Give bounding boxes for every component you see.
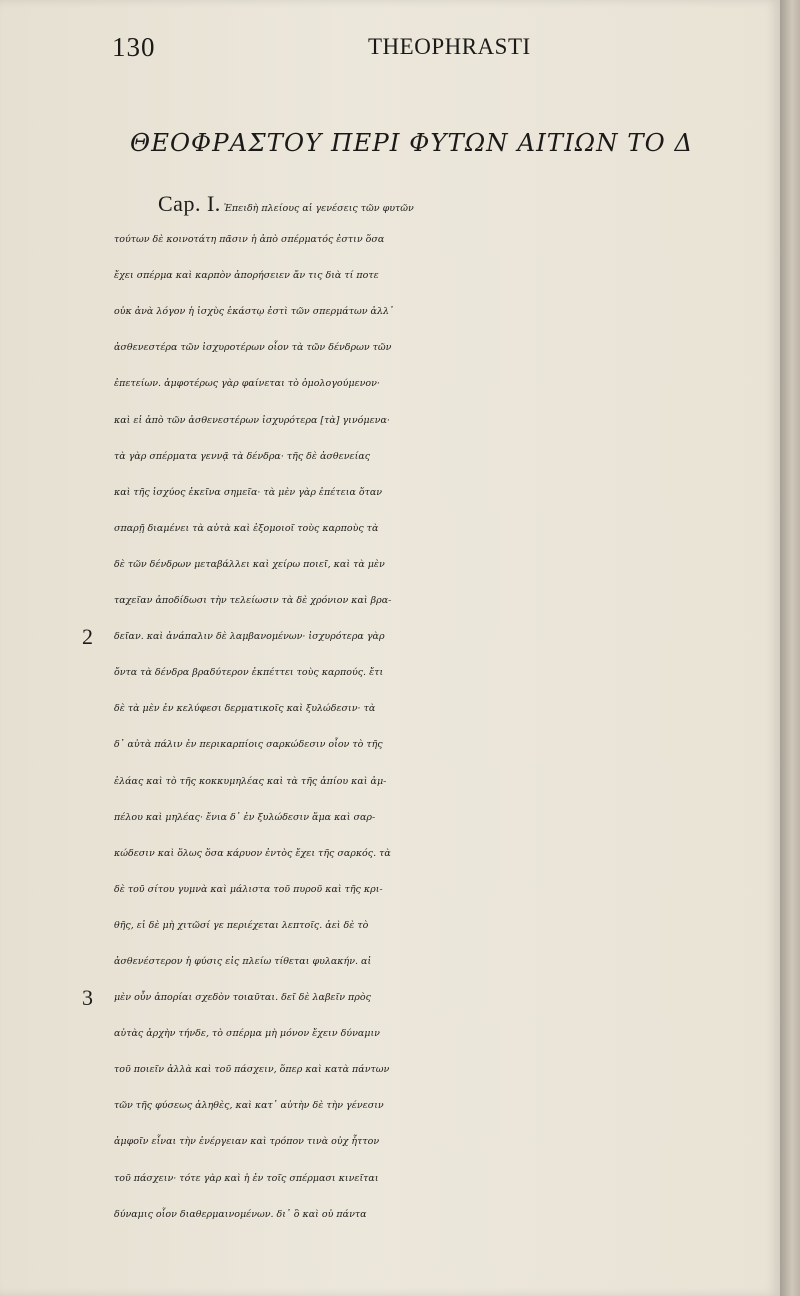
text-line [114, 186, 774, 222]
chapter-label: Cap. I. [158, 191, 221, 216]
running-title: THEOPHRASTI [368, 34, 531, 59]
text-line: ἔχει σπέρμα καὶ καρπὸν ἀπορήσειεν ἄν τις διὰ τί ποτε [114, 270, 379, 282]
text-body [82, 186, 774, 1233]
text-line: τῶν τῆς φύσεως ἀληθὲς, καὶ κατ᾽ αὐτὴν δὲ τὴν γένεσιν [114, 1100, 384, 1112]
section-number: 2 [82, 624, 93, 650]
line-text: δεῖαν. καὶ ἀνάπαλιν δὲ λαμβανομένων· ἰσχυρότερα γὰρ [114, 631, 385, 643]
text-line: δὲ τοῦ σίτου γυμνὰ καὶ μάλιστα τοῦ πυροῦ καὶ τῆς κρι- [114, 883, 383, 895]
text-line: ὄντα τὰ δένδρα βραδύτερον ἐκπέττει τοὺς καρπούς. ἔτι [114, 667, 384, 679]
text-line: κώδεσιν καὶ ὅλως ὅσα κάρυον ἐντὸς ἔχει τῆς σαρκός. τὰ [114, 847, 391, 859]
text-line: αὐτὰς ἀρχὴν τήνδε, τὸ σπέρμα μὴ μόνον ἔχειν δύναμιν [114, 1028, 380, 1040]
book-title: ΘΕΟΦΡΑΣΤΟΥ ΠΕΡΙ ΦΥΤΩΝ ΑΙΤΙΩΝ ΤΟ Δ [130, 128, 694, 157]
text-line: οὐκ ἀνὰ λόγον ἡ ἰσχὺς ἑκάστῳ ἐστὶ τῶν σπερμάτων ἀλλ᾽ [114, 306, 394, 318]
text-line: δ᾽ αὐτὰ πάλιν ἐν περικαρπίοις σαρκώδεσιν οἷον τὸ τῆς [114, 739, 383, 751]
text-line: τὰ γὰρ σπέρματα γεννᾷ τὰ δένδρα· τῆς δὲ ἀσθενείας [114, 450, 371, 462]
text-line: θῆς, εἰ δὲ μὴ χιτῶσί γε περιέχεται λεπτοῖς. ἀεὶ δὲ τὸ [114, 919, 369, 931]
text-line: τοῦ πάσχειν· τότε γὰρ καὶ ἡ ἐν τοῖς σπέρμασι κινεῖται [114, 1172, 379, 1184]
text-line: ταχεῖαν ἀποδίδωσι τὴν τελείωσιν τὰ δὲ χρόνιον καὶ βρα- [114, 595, 392, 607]
text-line [82, 619, 774, 655]
text-line: καὶ εἰ ἀπὸ τῶν ἀσθενεστέρων ἰσχυρότερα [τὰ] γινόμενα· [114, 414, 390, 426]
page-number: 130 [112, 32, 156, 62]
text-line: ἀσθενεστέρα τῶν ἰσχυροτέρων οἷον τὰ τῶν δένδρων τῶν [114, 342, 392, 354]
text-line: ἐπετείων. ἀμφοτέρως γὰρ φαίνεται τὸ ὁμολογούμενον· [114, 378, 380, 390]
text-line: σπαρῇ διαμένει τὰ αὐτὰ καὶ ἐξομοιοῖ τοὺς καρποὺς τὰ [114, 522, 379, 534]
page-edge [780, 0, 800, 1296]
text-line [82, 980, 774, 1016]
text-line: τούτων δὲ κοινοτάτη πᾶσιν ἡ ἀπὸ σπέρματός ἐστιν ὅσα [114, 234, 385, 246]
text-line: ἀσθενέστερον ἡ φύσις εἰς πλείω τίθεται φυλακήν. αἱ [114, 955, 372, 967]
line-text: Ἐπειδὴ πλείους αἱ γενέσεις τῶν φυτῶν [223, 203, 414, 214]
running-head [112, 30, 672, 70]
text-line: δὲ τῶν δένδρων μεταβάλλει καὶ χείρω ποιεῖ, καὶ τὰ μὲν [114, 558, 385, 570]
text-line: δύναμις οἷον διαθερμαινομένων. δι᾽ ὃ καὶ οὐ πάντα [114, 1208, 367, 1220]
line-text: μὲν οὖν ἀπορίαι σχεδὸν τοιαῦται. δεῖ δὲ λαβεῖν πρὸς [114, 992, 371, 1004]
text-line: ἐλάας καὶ τὸ τῆς κοκκυμηλέας καὶ τὰ τῆς ἀπίου καὶ ἀμ- [114, 775, 387, 787]
text-line: τοῦ ποιεῖν ἀλλὰ καὶ τοῦ πάσχειν, ὅπερ καὶ κατὰ πάντων [114, 1064, 390, 1076]
text-line: δὲ τὰ μὲν ἐν κελύφεσι δερματικοῖς καὶ ξυλώδεσιν· τὰ [114, 703, 376, 715]
text-line: καὶ τῆς ἰσχύος ἐκεῖνα σημεῖα· τὰ μὲν γὰρ ἐπέτεια ὅταν [114, 486, 383, 498]
text-line: ἀμφοῖν εἶναι τὴν ἐνέργειαν καὶ τρόπον τινὰ οὐχ ἧττον [114, 1136, 380, 1148]
section-number: 3 [82, 985, 93, 1011]
text-line: πέλου καὶ μηλέας· ἔνια δ᾽ ἐν ξυλώδεσιν ἅμα καὶ σαρ- [114, 811, 376, 823]
